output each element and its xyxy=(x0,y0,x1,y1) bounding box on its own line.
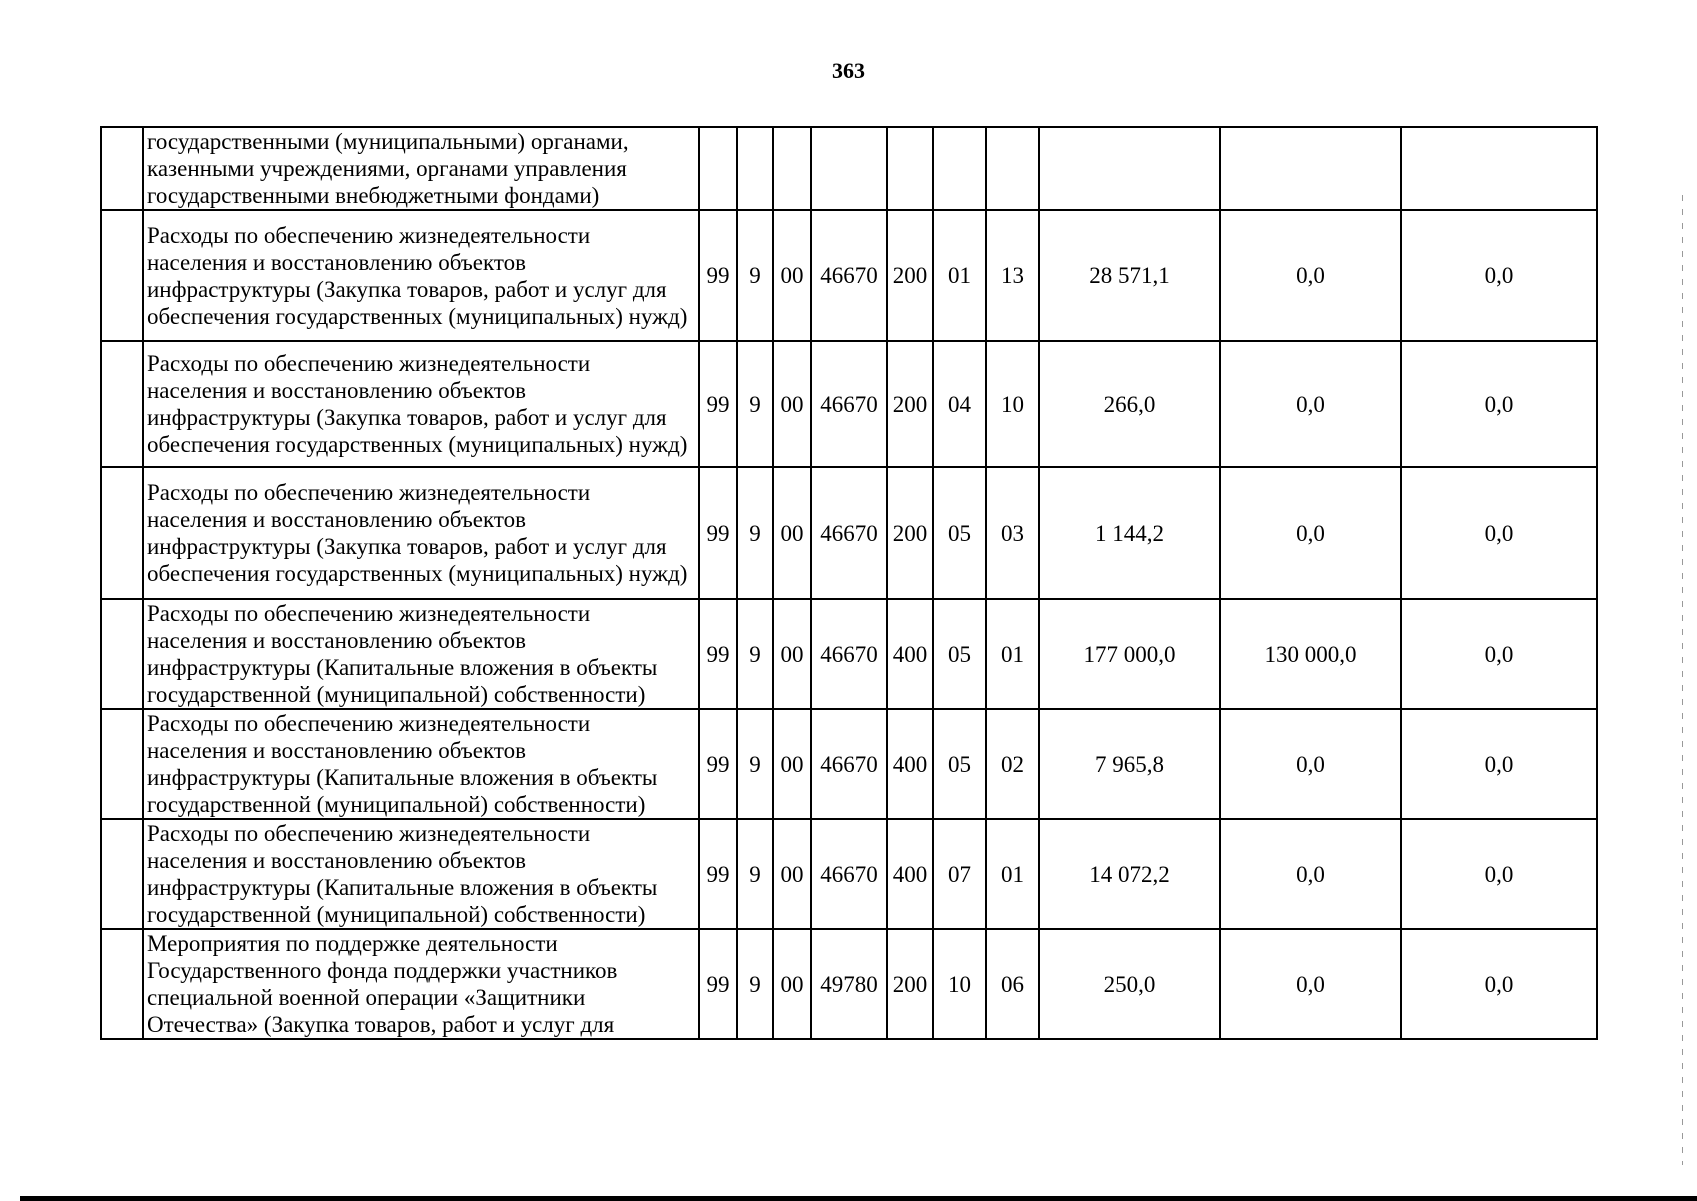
table-row xyxy=(101,467,1597,599)
expense-type-cell: 400 xyxy=(887,709,933,819)
subsection-cell: 03 xyxy=(986,467,1039,599)
direction-code-cell: 46670 xyxy=(811,819,887,929)
row-number-cell xyxy=(101,709,143,819)
subprogram-code-cell: 9 xyxy=(737,467,773,599)
amount-year-1-cell: 28 571,1 xyxy=(1039,210,1220,341)
subsection-cell xyxy=(986,127,1039,210)
amount-year-3-cell: 0,0 xyxy=(1401,819,1597,929)
subsection-cell: 13 xyxy=(986,210,1039,341)
main-event-code-cell: 00 xyxy=(773,467,811,599)
expense-type-cell: 200 xyxy=(887,929,933,1039)
subsection-cell: 01 xyxy=(986,819,1039,929)
row-number-cell xyxy=(101,341,143,467)
section-cell: 07 xyxy=(933,819,986,929)
section-cell: 01 xyxy=(933,210,986,341)
amount-year-1-cell: 7 965,8 xyxy=(1039,709,1220,819)
program-code-cell: 99 xyxy=(699,819,737,929)
subsection-cell: 10 xyxy=(986,341,1039,467)
row-number-cell xyxy=(101,599,143,709)
program-code-cell: 99 xyxy=(699,467,737,599)
direction-code-cell: 46670 xyxy=(811,341,887,467)
table-row xyxy=(101,127,1597,210)
table-row xyxy=(101,819,1597,929)
main-event-code-cell: 00 xyxy=(773,929,811,1039)
direction-code-cell: 46670 xyxy=(811,599,887,709)
amount-year-1-cell: 266,0 xyxy=(1039,341,1220,467)
program-code-cell: 99 xyxy=(699,210,737,341)
description-cell: Расходы по обеспечению жизнедеятельности населения и восстановлению объектов инфраструктуры (Капитальные вложения в объекты государственной (муниципальной) собственности) xyxy=(143,709,699,819)
section-cell xyxy=(933,127,986,210)
expense-type-cell: 400 xyxy=(887,599,933,709)
amount-year-2-cell: 0,0 xyxy=(1220,467,1401,599)
bottom-rule xyxy=(20,1196,1697,1201)
amount-year-1-cell: 250,0 xyxy=(1039,929,1220,1039)
subsection-cell: 01 xyxy=(986,599,1039,709)
budget-table-body xyxy=(101,127,1597,1039)
program-code-cell: 99 xyxy=(699,929,737,1039)
subsection-cell: 06 xyxy=(986,929,1039,1039)
expense-type-cell: 200 xyxy=(887,210,933,341)
amount-year-2-cell: 0,0 xyxy=(1220,819,1401,929)
section-cell: 04 xyxy=(933,341,986,467)
description-cell: Расходы по обеспечению жизнедеятельности населения и восстановлению объектов инфраструктуры (Закупка товаров, работ и услуг для обеспечения государственных (муниципальных) нужд) xyxy=(143,341,699,467)
program-code-cell xyxy=(699,127,737,210)
description-cell: Расходы по обеспечению жизнедеятельности населения и восстановлению объектов инфраструктуры (Закупка товаров, работ и услуг для обеспечения государственных (муниципальных) нужд) xyxy=(143,210,699,341)
direction-code-cell: 49780 xyxy=(811,929,887,1039)
amount-year-3-cell: 0,0 xyxy=(1401,341,1597,467)
direction-code-cell: 46670 xyxy=(811,210,887,341)
amount-year-3-cell xyxy=(1401,127,1597,210)
section-cell: 05 xyxy=(933,599,986,709)
program-code-cell: 99 xyxy=(699,709,737,819)
table-row xyxy=(101,210,1597,341)
amount-year-2-cell: 0,0 xyxy=(1220,709,1401,819)
subprogram-code-cell: 9 xyxy=(737,819,773,929)
amount-year-1-cell: 14 072,2 xyxy=(1039,819,1220,929)
description-cell: Расходы по обеспечению жизнедеятельности населения и восстановлению объектов инфраструктуры (Капитальные вложения в объекты государственной (муниципальной) собственности) xyxy=(143,819,699,929)
amount-year-2-cell: 130 000,0 xyxy=(1220,599,1401,709)
scan-edge xyxy=(1682,195,1683,1165)
amount-year-2-cell xyxy=(1220,127,1401,210)
main-event-code-cell: 00 xyxy=(773,599,811,709)
row-number-cell xyxy=(101,127,143,210)
program-code-cell: 99 xyxy=(699,341,737,467)
table-row xyxy=(101,599,1597,709)
amount-year-1-cell: 177 000,0 xyxy=(1039,599,1220,709)
table-row xyxy=(101,341,1597,467)
row-number-cell xyxy=(101,467,143,599)
amount-year-2-cell: 0,0 xyxy=(1220,341,1401,467)
section-cell: 10 xyxy=(933,929,986,1039)
page-number: 363 xyxy=(832,58,865,83)
subprogram-code-cell: 9 xyxy=(737,341,773,467)
amount-year-2-cell: 0,0 xyxy=(1220,210,1401,341)
expense-type-cell: 200 xyxy=(887,341,933,467)
row-number-cell xyxy=(101,929,143,1039)
expense-type-cell: 200 xyxy=(887,467,933,599)
expense-type-cell: 400 xyxy=(887,819,933,929)
amount-year-3-cell: 0,0 xyxy=(1401,929,1597,1039)
expense-type-cell xyxy=(887,127,933,210)
main-event-code-cell: 00 xyxy=(773,819,811,929)
main-event-code-cell: 00 xyxy=(773,341,811,467)
description-cell: Мероприятия по поддержке деятельности Государственного фонда поддержки участников специальной военной операции «Защитники Отечества» (Закупка товаров, работ и услуг для xyxy=(143,929,699,1039)
main-event-code-cell xyxy=(773,127,811,210)
description-cell: Расходы по обеспечению жизнедеятельности населения и восстановлению объектов инфраструктуры (Капитальные вложения в объекты государственной (муниципальной) собственности) xyxy=(143,599,699,709)
amount-year-3-cell: 0,0 xyxy=(1401,709,1597,819)
subsection-cell: 02 xyxy=(986,709,1039,819)
amount-year-3-cell: 0,0 xyxy=(1401,467,1597,599)
main-event-code-cell: 00 xyxy=(773,210,811,341)
subprogram-code-cell: 9 xyxy=(737,709,773,819)
row-number-cell xyxy=(101,819,143,929)
subprogram-code-cell: 9 xyxy=(737,599,773,709)
amount-year-3-cell: 0,0 xyxy=(1401,599,1597,709)
description-cell: государственными (муниципальными) органами, казенными учреждениями, органами управления государственными внебюджетными фондами) xyxy=(143,127,699,210)
section-cell: 05 xyxy=(933,709,986,819)
subprogram-code-cell xyxy=(737,127,773,210)
subprogram-code-cell: 9 xyxy=(737,210,773,341)
program-code-cell: 99 xyxy=(699,599,737,709)
amount-year-1-cell: 1 144,2 xyxy=(1039,467,1220,599)
amount-year-2-cell: 0,0 xyxy=(1220,929,1401,1039)
main-event-code-cell: 00 xyxy=(773,709,811,819)
description-cell: Расходы по обеспечению жизнедеятельности населения и восстановлению объектов инфраструктуры (Закупка товаров, работ и услуг для обеспечения государственных (муниципальных) нужд) xyxy=(143,467,699,599)
table-row xyxy=(101,929,1597,1039)
direction-code-cell: 46670 xyxy=(811,709,887,819)
row-number-cell xyxy=(101,210,143,341)
direction-code-cell: 46670 xyxy=(811,467,887,599)
direction-code-cell xyxy=(811,127,887,210)
table-row xyxy=(101,709,1597,819)
section-cell: 05 xyxy=(933,467,986,599)
amount-year-1-cell xyxy=(1039,127,1220,210)
budget-table xyxy=(100,126,1598,1040)
subprogram-code-cell: 9 xyxy=(737,929,773,1039)
amount-year-3-cell: 0,0 xyxy=(1401,210,1597,341)
